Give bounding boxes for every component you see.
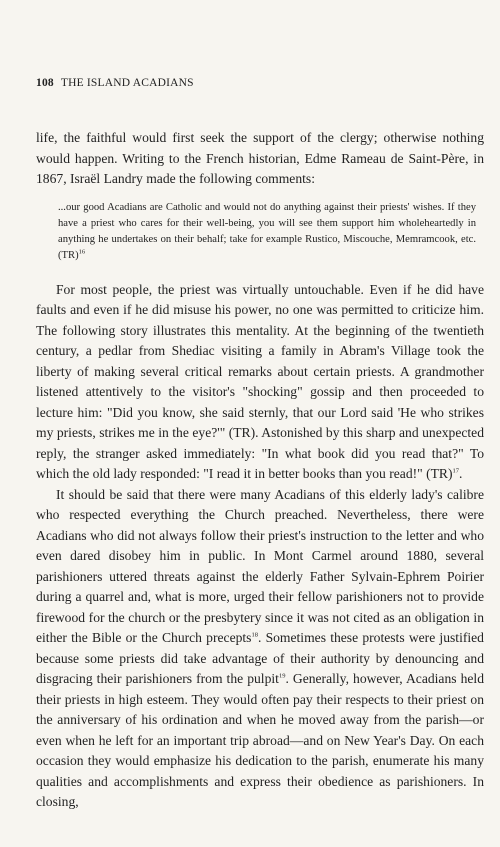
footnote-ref-17: 17 [452, 467, 460, 475]
paragraph-2-end: . [459, 466, 463, 481]
body-text [36, 128, 484, 813]
paragraph-2-text: For most people, the priest was virtually untouchable. Even if he did have faults and even if he did misuse his power, no one was permitted to criticize him. The following story illustrates this mentality. At the beginning of the twentieth century, a pedlar from Shediac visiting a family in Abram's Village took the liberty of making several critical remarks about certain priests. A grandmother listened attentively to the visitor's "shocking" gossip and then proceeded to lecture him: "Did you know, she said sternly, that our Lord said 'He who strikes my priests, strikes me in the eye?'" (TR). Astonished by this sharp and unexpected reply, the stranger asked immediately: "In what book did you read that?" To which the old lady responded: "I read it in better books than you read!" (TR) [36, 281, 484, 481]
quote-text: ...our good Acadians are Catholic and would not do anything against their priests' wishes. If they have a priest who cares for their well-being, you will see them support him wholeheartedly in anything he undertakes on their behalf; take for example Rustico, Miscouche, Memramcook, etc. (TR) [58, 201, 476, 261]
block-quote [58, 200, 476, 264]
paragraph-3-text-b: . Sometimes these protests were justified because some priests did take advantage of their authority by denouncing and disgracing their parishioners from the pulpit [36, 630, 484, 686]
paragraph-3-text-a: It should be said that there were many Acadians of this elderly lady's calibre who respected everything the Church preached. Nevertheless, there were Acadians who did not always follow their priest's instruction to the letter and who even dared disobey him in public. In Mont Carmel around 1880, several parishioners uttered threats against the elderly Father Sylvain-Ephrem Poirier during a quarrel and, what is more, urged their fellow parishioners not to provide firewood for the church or the presbytery since it was not cited as an obligation in either the Bible or the Church precepts [36, 486, 484, 645]
footnote-ref-16: 16 [78, 247, 86, 255]
paragraph-3-text-c: . Generally, however, Acadians held their priests in high esteem. They would often pay their respects to their priest on the anniversary of his ordination and when he moved away from the parish—or even when he left for an important trip abroad—and on New Year's Day. On each occasion they would emphasize his dedication to the parish, enumerate his many qualities and accomplishments and express their obedience as parishioners. In closing, [36, 671, 484, 809]
paragraph-3 [36, 485, 484, 813]
running-title: THE ISLAND ACADIANS [60, 77, 194, 89]
paragraph-2 [36, 280, 484, 485]
footnote-ref-18: 18 [251, 631, 258, 639]
footnote-ref-19: 19 [278, 672, 286, 680]
page-number: 108 [36, 77, 54, 89]
running-header [36, 77, 194, 89]
paragraph-1: life, the faithful would first seek the support of the clergy; otherwise nothing would happen. Writing to the French historian, Edme Rameau de Saint-Père, in 1867, Israël Landry made the following comments: [36, 130, 484, 186]
